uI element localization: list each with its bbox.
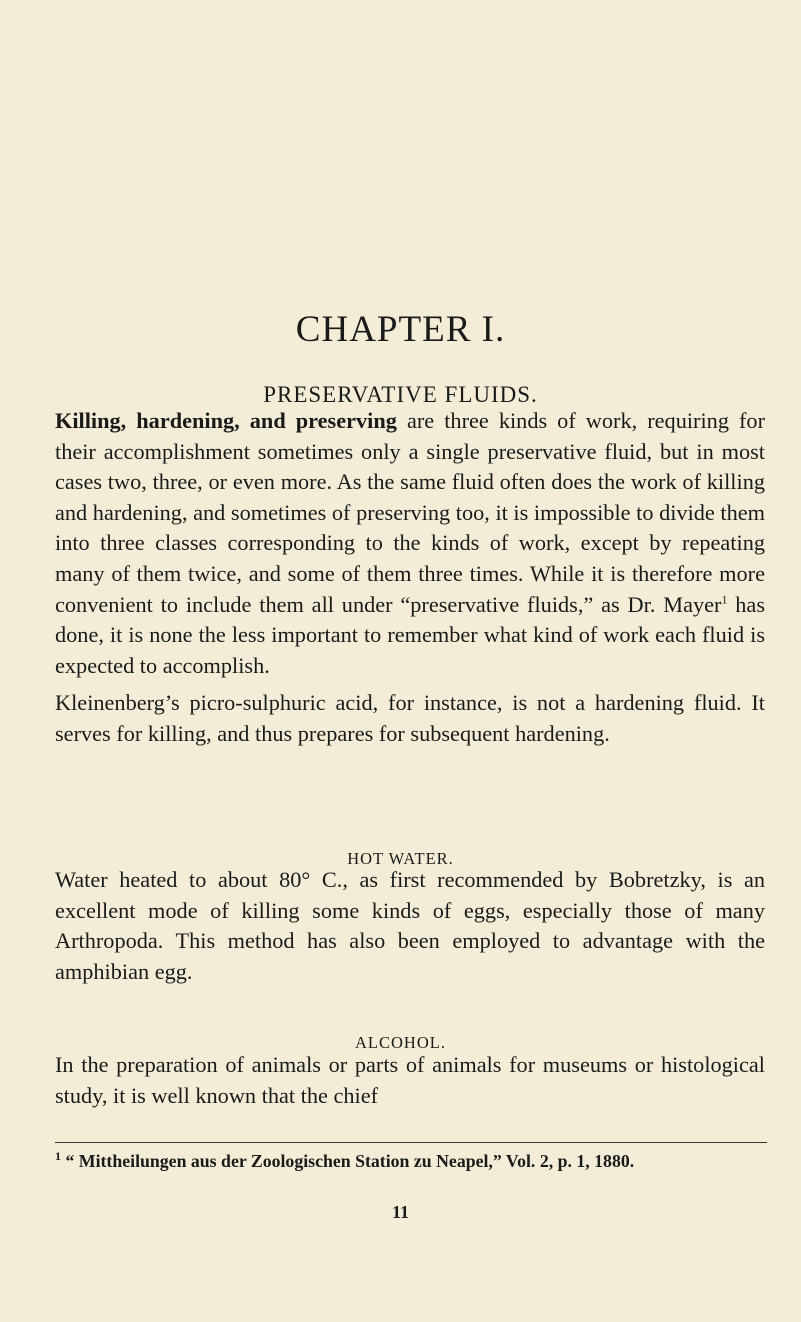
paragraph-kleinenberg: Kleinenberg’s picro-sulphuric acid, for instance, is not a hardening fluid. It serves for killing, and thus prepares for subsequent hardening. bbox=[55, 690, 765, 746]
paragraph-alcohol: In the preparation of animals or parts of animals for museums or histological study, it is well known that the chief bbox=[55, 1052, 765, 1108]
paragraph-lead: Killing, hardening, and preserving bbox=[55, 408, 397, 433]
footnote bbox=[55, 1150, 767, 1173]
footnote-text: “ Mittheilungen aus der Zoologischen Station zu Neapel,” Vol. 2, p. 1, 1880. bbox=[61, 1151, 635, 1171]
page-number: 11 bbox=[391, 1202, 409, 1222]
paragraph-text-end: has done, it is none the less important to remember what kind of work each fluid is expected to accomplish. bbox=[55, 591, 766, 678]
subheading-alcohol: ALCOHOL. bbox=[355, 1033, 446, 1052]
subheading-hot-water: HOT WATER. bbox=[347, 849, 454, 868]
footnote-divider bbox=[55, 1142, 767, 1143]
paragraph-hot-water: Water heated to about 80° C., as first recommended by Bobretzky, is an excellent mode of killing some kinds of eggs, especially those of many Arthropoda. This method has also been employed to advantage with the amphibian egg. bbox=[55, 867, 765, 984]
paragraph-text: are three kinds of work, requiring for their accomplishment sometimes only a single preservative fluid, but in most cases two, three, or even more. As the same fluid often does the work of killing and hardening, and sometimes of preserving too, it is impossible to divide them into three classes corresponding to the kinds of work, except by repeating many of them twice, and some of them three times. While it is therefore more convenient to include them all under “preservative fluids,” as Dr. Mayer bbox=[55, 408, 766, 617]
paragraph-intro bbox=[55, 406, 765, 681]
footnote-reference: 1 bbox=[721, 592, 728, 607]
chapter-title: CHAPTER I. bbox=[295, 309, 506, 350]
footnote-number: 1 bbox=[55, 1149, 61, 1164]
section-title: PRESERVATIVE FLUIDS. bbox=[263, 382, 538, 407]
